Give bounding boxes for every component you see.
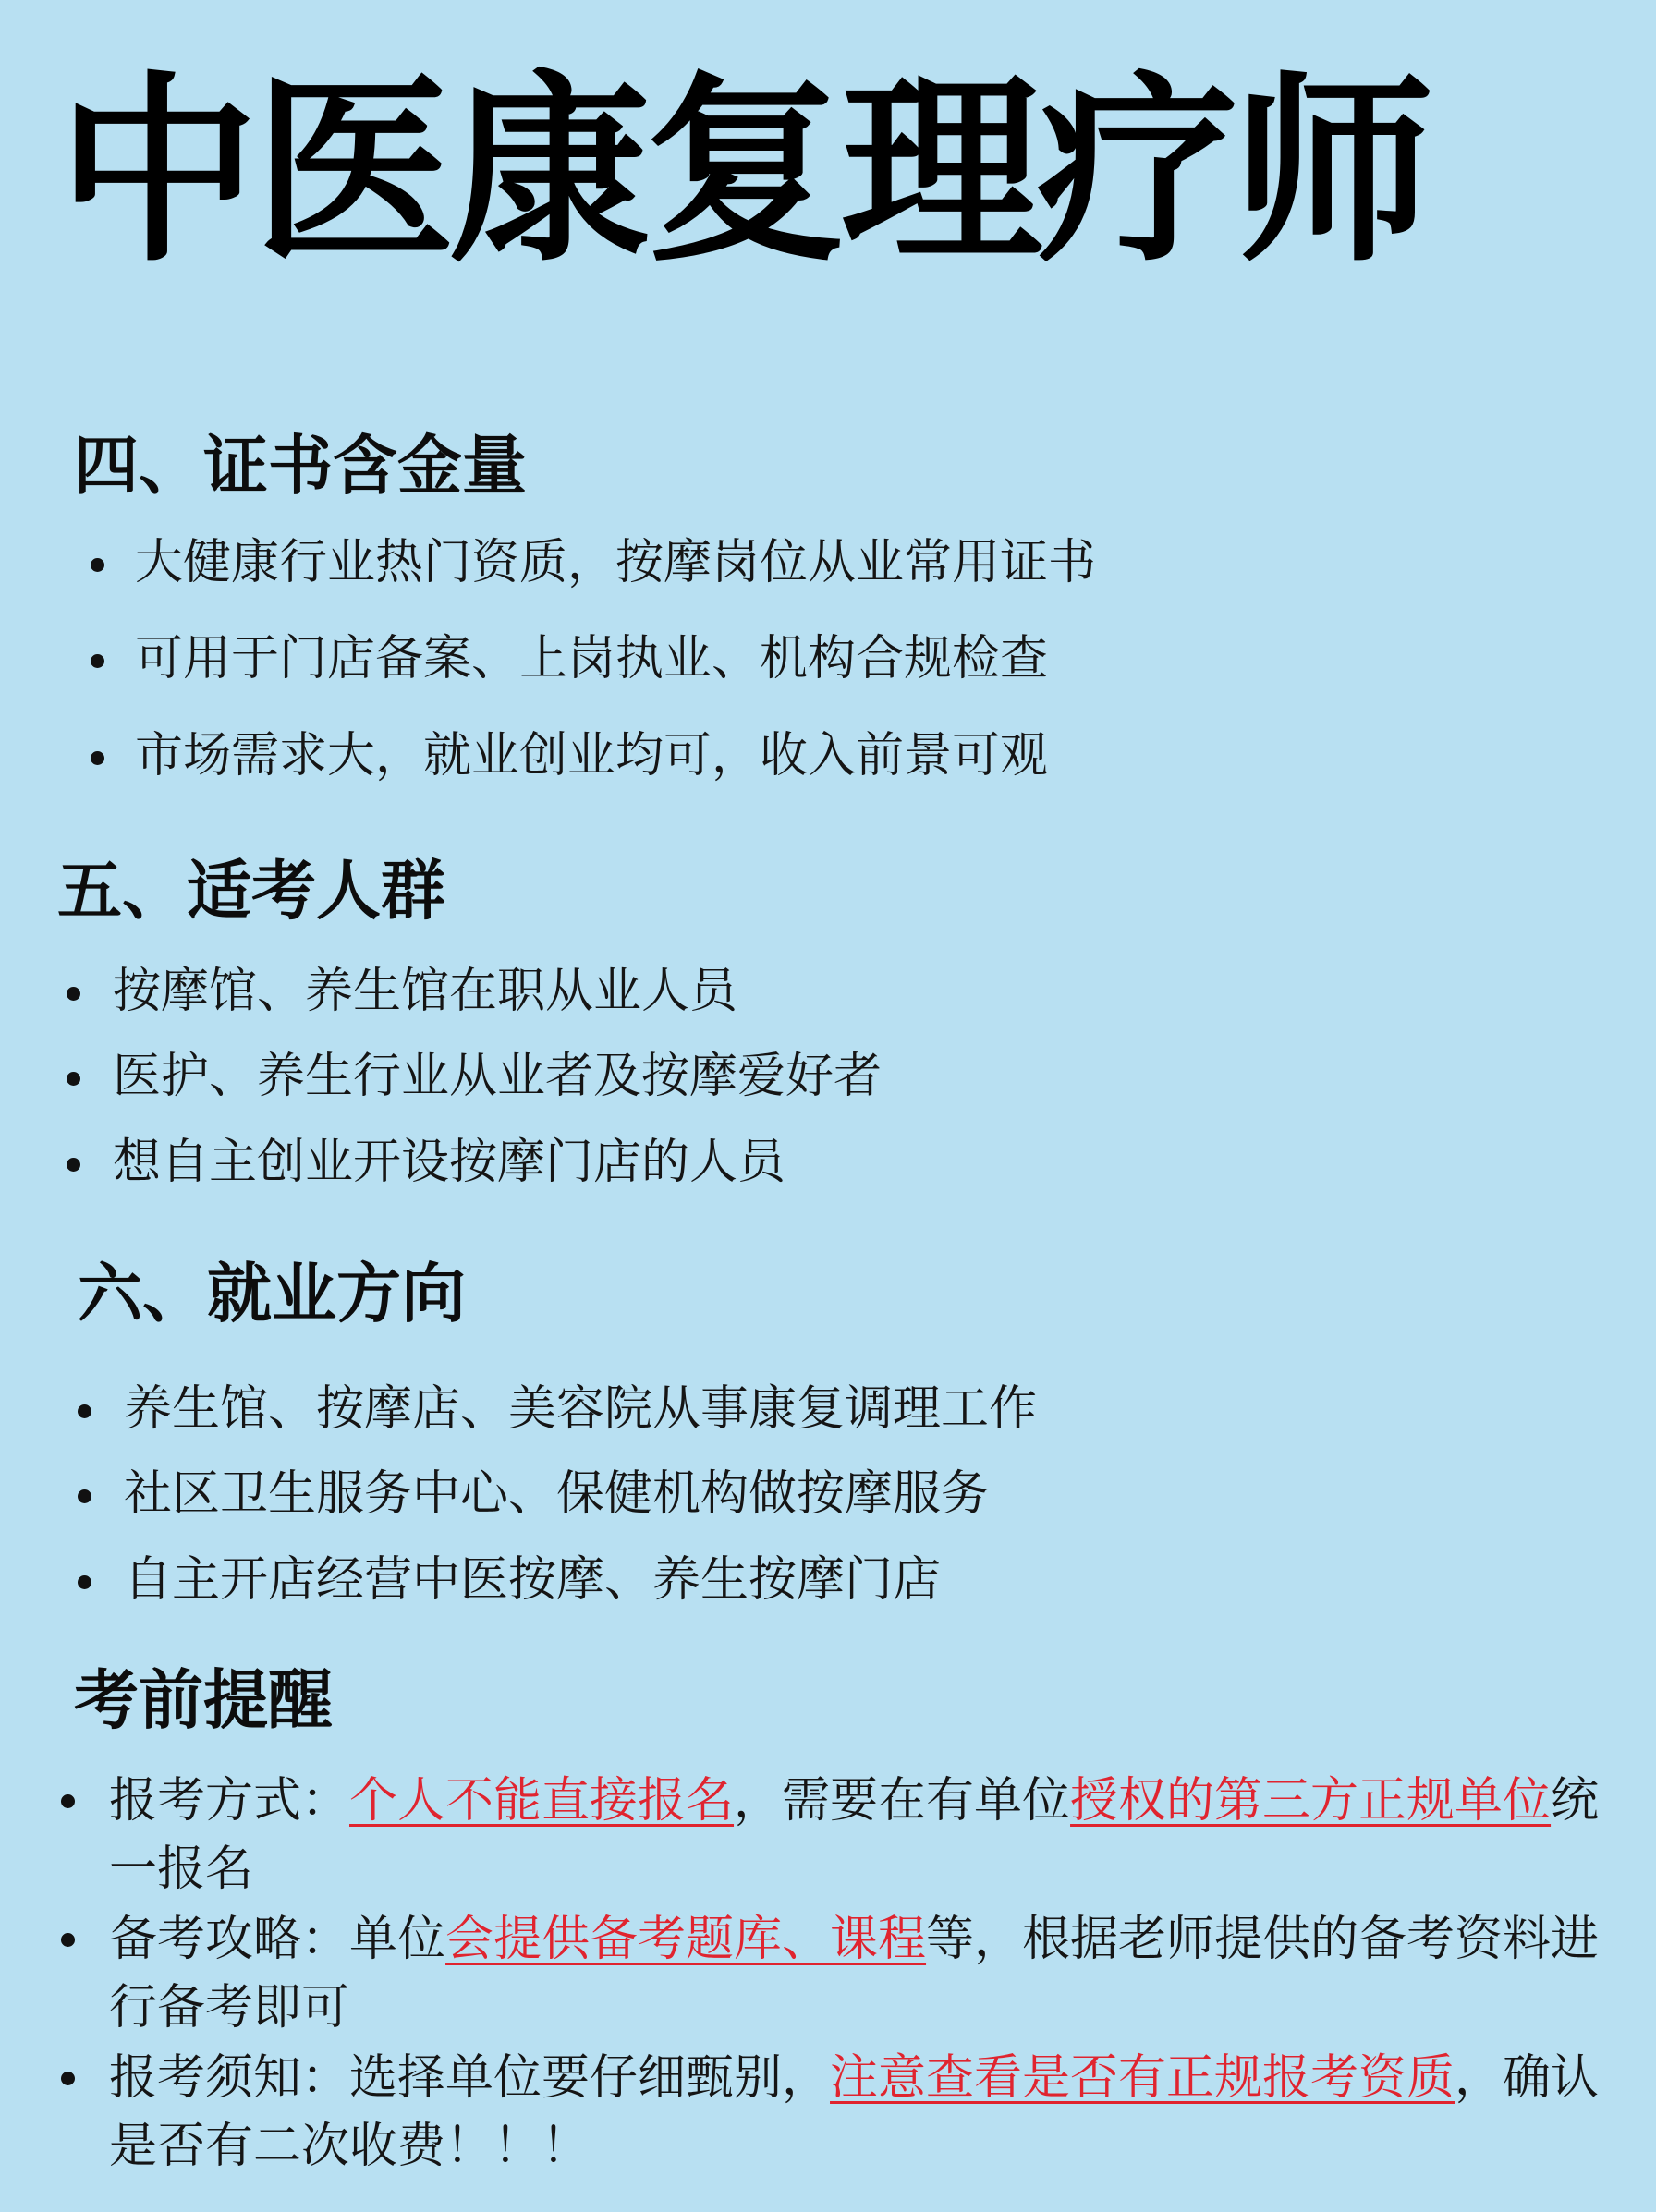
bullet-dot-icon	[67, 1072, 80, 1086]
list-item	[61, 1767, 1625, 1903]
career-direction-list	[78, 1380, 1037, 1609]
reminder-label: 报考须知：	[109, 2050, 350, 2106]
list-item	[61, 2044, 1625, 2181]
section-heading-career-direction: 六、就业方向	[78, 1255, 466, 1331]
list-item-text: 医护、养生行业从业者及按摩爱好者	[113, 1049, 883, 1105]
reminder-text: 等，根据老师提供的备考资料进行备考即可	[109, 1912, 1600, 2036]
bullet-dot-icon	[67, 987, 80, 1001]
reminder-text: 单位	[349, 1912, 446, 1967]
section-heading-certificate-value: 四、证书含金量	[74, 427, 527, 504]
list-item	[78, 1551, 1037, 1609]
reminder-text: 统一报名	[109, 1773, 1600, 1897]
highlight-text: 授权的第三方正规单位	[1070, 1773, 1552, 1829]
list-item	[78, 1465, 1037, 1523]
bullet-dot-icon	[67, 1158, 80, 1172]
bullet-dot-icon	[61, 1933, 75, 1947]
highlight-text: 会提供备考题库、课程	[445, 1912, 927, 1967]
bullet-dot-icon	[91, 654, 104, 668]
list-item	[67, 963, 882, 1020]
bullet-dot-icon	[91, 558, 104, 572]
list-item	[67, 1048, 882, 1105]
certificate-value-list	[91, 534, 1096, 784]
highlight-text: 注意查看是否有正规报考资质	[830, 2050, 1455, 2106]
target-audience-list	[67, 963, 882, 1191]
list-item	[61, 1905, 1625, 2042]
reminder-label: 备考攻略：	[109, 1912, 350, 1967]
list-item	[91, 534, 1096, 591]
bullet-dot-icon	[78, 1489, 91, 1503]
list-item-text: 按摩馆、养生馆在职从业人员	[113, 964, 738, 1019]
list-item-text: 社区卫生服务中心、保健机构做按摩服务	[124, 1466, 990, 1523]
bullet-dot-icon	[78, 1575, 91, 1589]
exam-reminders-list	[61, 1767, 1625, 2181]
list-item-text: 可用于门店备案、上岗执业、机构合规检查	[135, 631, 1049, 687]
highlight-text: 个人不能直接报名	[349, 1773, 735, 1829]
list-item	[91, 630, 1096, 687]
list-item-text: 大健康行业热门资质，按摩岗位从业常用证书	[135, 535, 1097, 590]
list-item-text: 市场需求大，就业创业均可，收入前景可观	[135, 727, 1049, 784]
reminder-text: 选择单位要仔细甄别，	[349, 2050, 831, 2106]
bullet-dot-icon	[61, 1794, 75, 1808]
reminder-text: ，确认是否有二次收费！！！	[109, 2050, 1600, 2174]
list-item	[91, 727, 1096, 784]
list-item-text: 自主开店经营中医按摩、养生按摩门店	[124, 1551, 942, 1608]
list-item	[78, 1380, 1037, 1438]
list-item	[67, 1134, 882, 1191]
section-heading-target-audience: 五、适考人群	[57, 852, 445, 929]
bullet-dot-icon	[61, 2072, 75, 2085]
bullet-dot-icon	[91, 751, 104, 765]
reminder-label: 报考方式：	[109, 1773, 350, 1829]
list-item-text: 想自主创业开设按摩门店的人员	[113, 1134, 786, 1190]
list-item-text: 养生馆、按摩店、美容院从事康复调理工作	[124, 1381, 1038, 1437]
section-heading-exam-reminders: 考前提醒	[74, 1661, 333, 1738]
bullet-dot-icon	[78, 1404, 91, 1418]
page-title: 中医康复理疗师	[57, 55, 1429, 289]
reminder-text: ，需要在有单位	[734, 1773, 1071, 1829]
